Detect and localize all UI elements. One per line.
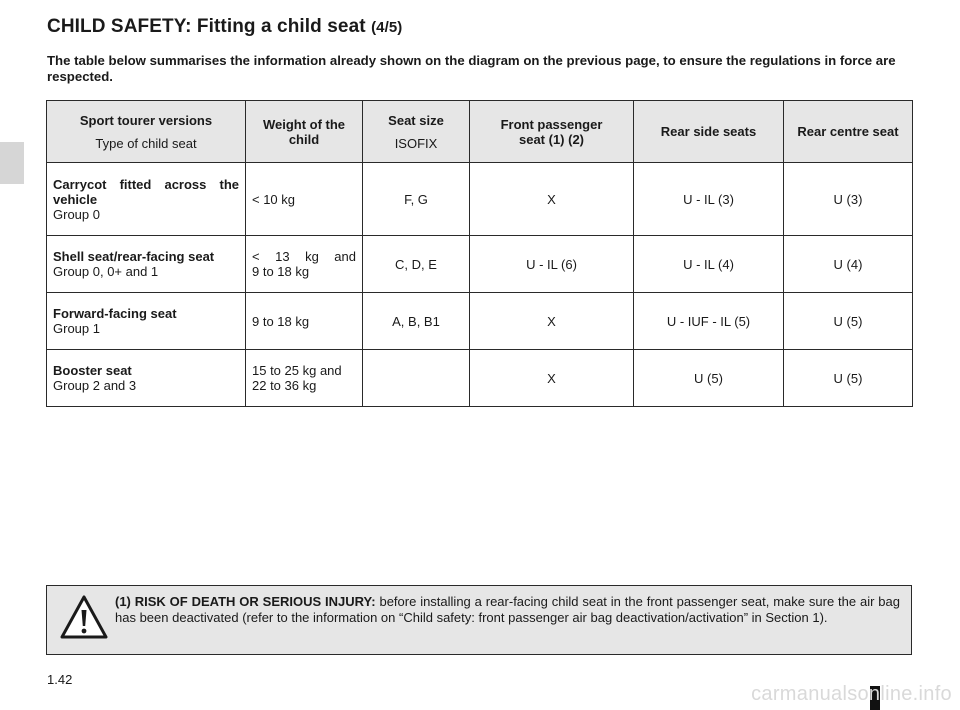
cell-seat-type: Carrycot fitted across the vehicle Group 0 — [47, 163, 246, 236]
header-front-passenger: Front passenger seat (1) (2) — [470, 101, 634, 163]
cell-seat-size: F, G — [363, 163, 470, 236]
table-row — [47, 350, 913, 407]
warning-triangle-icon — [60, 594, 108, 640]
cell-seat-size: C, D, E — [363, 236, 470, 293]
cell-front-passenger: U - IL (6) — [470, 236, 634, 293]
header-weight: Weight of the child — [246, 101, 363, 163]
header-seat-size: Seat size ISOFIX — [363, 101, 470, 163]
cell-seat-type: Booster seat Group 2 and 3 — [47, 350, 246, 407]
cell-rear-side: U - IL (3) — [634, 163, 784, 236]
cell-front-passenger: X — [470, 293, 634, 350]
cell-weight: 9 to 18 kg — [246, 293, 363, 350]
page-part-indicator: (4/5) — [371, 19, 403, 36]
cell-rear-side: U - IL (4) — [634, 236, 784, 293]
warning-body: before installing a rear-facing child seat in the front passenger seat, make sure the air bag has been deactivated (refer to the information on “Child safety: front passenger air bag deactivation/activation” in Section 1). — [115, 594, 900, 625]
header-rear-centre: Rear centre seat — [784, 101, 913, 163]
cell-front-passenger: X — [470, 163, 634, 236]
page-number: 1.42 — [47, 672, 73, 687]
cell-rear-side: U (5) — [634, 350, 784, 407]
intro-paragraph: The table below summarises the information already shown on the diagram on the previous page, to ensure the regulations in force are respected. — [47, 53, 896, 84]
cell-seat-size: A, B, B1 — [363, 293, 470, 350]
cell-weight: 15 to 25 kg and 22 to 36 kg — [246, 350, 363, 407]
cell-front-passenger: X — [470, 350, 634, 407]
cell-seat-type: Shell seat/rear-facing seat Group 0, 0+ and 1 — [47, 236, 246, 293]
cell-rear-centre: U (4) — [784, 236, 913, 293]
table-row — [47, 163, 913, 236]
warning-box — [46, 585, 912, 655]
cell-seat-type: Forward-facing seat Group 1 — [47, 293, 246, 350]
cell-rear-centre: U (5) — [784, 293, 913, 350]
table-header-row — [47, 101, 913, 163]
warning-text — [115, 594, 900, 626]
cell-rear-side: U - IUF - IL (5) — [634, 293, 784, 350]
page-title: CHILD SAFETY: Fitting a child seat (4/5) — [47, 16, 403, 37]
table-row — [47, 236, 913, 293]
child-seat-table — [46, 100, 913, 407]
section-tab — [0, 142, 24, 184]
header-rear-side: Rear side seats — [634, 101, 784, 163]
cell-weight: < 10 kg — [246, 163, 363, 236]
cell-seat-size — [363, 350, 470, 407]
table-row — [47, 293, 913, 350]
header-seat-type: Sport tourer versions Type of child seat — [47, 101, 246, 163]
cell-weight: < 13 kg and 9 to 18 kg — [246, 236, 363, 293]
warning-lead: (1) RISK OF DEATH OR SERIOUS INJURY: — [115, 594, 376, 609]
cell-rear-centre: U (5) — [784, 350, 913, 407]
cell-rear-centre: U (3) — [784, 163, 913, 236]
watermark: carmanualsonline.info — [751, 683, 952, 705]
